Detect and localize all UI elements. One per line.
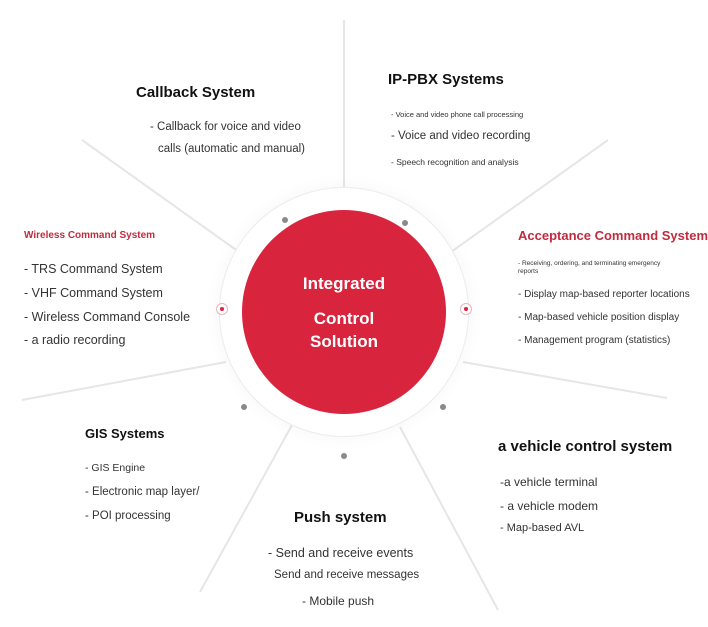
ring-marker-left: [216, 303, 228, 315]
ippbx-item-3: - Speech recognition and analysis: [391, 157, 519, 167]
wireless-title: Wireless Command System: [24, 230, 156, 241]
wireless-item-3: - Wireless Command Console: [24, 310, 191, 324]
acceptance-item-2: - Display map-based reporter locations: [518, 289, 690, 300]
wireless-item-1: - TRS Command System: [24, 262, 163, 276]
vehicle-item-1: -a vehicle terminal: [500, 475, 598, 489]
vehicle-item-2: - a vehicle modem: [500, 499, 599, 513]
center-title-line2: Control: [313, 308, 375, 328]
ring-dot-bottom-left: [241, 404, 247, 410]
wireless-item-2: - VHF Command System: [24, 286, 163, 300]
center-circle: [242, 210, 446, 414]
ring-dot-top-right: [402, 220, 408, 226]
acceptance-item-1b: reports: [518, 268, 539, 275]
spoke-left: [22, 362, 226, 400]
ring-dot-bottom-right: [440, 404, 446, 410]
acceptance-item-4: - Management program (statistics): [518, 335, 671, 346]
push-title: Push system: [294, 509, 387, 526]
vehicle-title: a vehicle control system: [498, 438, 673, 455]
push-item-3: - Mobile push: [302, 594, 375, 608]
spoke-right: [463, 362, 667, 398]
wireless-item-4: - a radio recording: [24, 333, 126, 347]
callback-title: Callback System: [136, 84, 256, 101]
gis-item-1: - GIS Engine: [85, 462, 146, 474]
gis-item-2: - Electronic map layer/: [85, 486, 200, 498]
acceptance-title: Acceptance Command System: [518, 228, 708, 243]
acceptance-item-3: - Map-based vehicle position display: [518, 312, 680, 323]
ring-marker-right: [460, 303, 472, 315]
ring-dot-top-left: [282, 217, 288, 223]
acceptance-item-1a: - Receiving, ordering, and terminating emergency: [518, 260, 661, 267]
spoke-bottom-right: [400, 427, 498, 610]
spoke-bottom-left: [200, 425, 292, 592]
push-item-1: - Send and receive events: [268, 546, 414, 560]
ring-dot-bottom: [341, 453, 347, 459]
gis-title: GIS Systems: [85, 426, 165, 441]
spoke-top-left: [82, 140, 253, 262]
center-title-line3: Solution: [310, 331, 378, 351]
ippbx-item-2: - Voice and video recording: [391, 130, 531, 142]
ippbx-item-1: - Voice and video phone call processing: [391, 110, 524, 119]
ippbx-title: IP-PBX Systems: [388, 71, 504, 88]
center-title-line1: Integrated: [302, 273, 386, 293]
callback-item-2: calls (automatic and manual): [158, 143, 306, 155]
push-item-2: Send and receive messages: [274, 569, 420, 581]
gis-item-3: - POI processing: [85, 510, 171, 522]
vehicle-item-3: - Map-based AVL: [500, 522, 585, 534]
callback-item-1: - Callback for voice and video: [150, 121, 301, 133]
